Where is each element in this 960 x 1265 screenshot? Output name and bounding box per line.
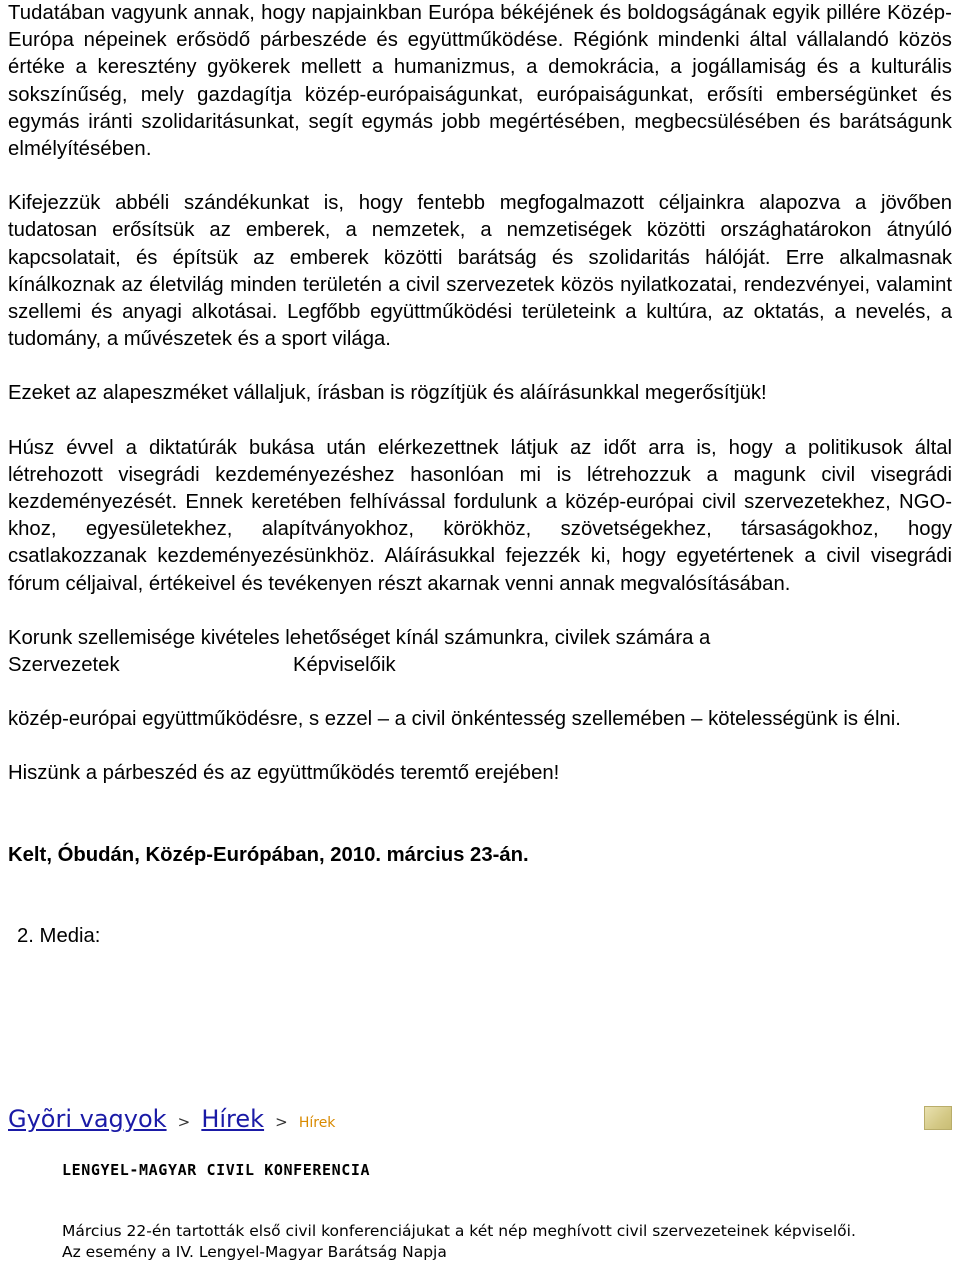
breadcrumb-separator: > <box>275 1113 288 1131</box>
paragraph-intent: Kifejezzük abbéli szándékunkat is, hogy fentebb megfogalmazott céljainkra alapozva a jövőben tudatosan erősítsük az emberek, a nemzetek, a nemzetiségek közötti országhatárokon átnyúló kapcsolatait, és építsük az emberek közötti barátság és szolidaritás hálóját. Erre alkalmasnak kínálkoznak az életvilág minden területén a civil szervezetek közös nyilatkozatai, rendezvényei, valamint szellemi és anyagi alkotásai. Legfőbb együttműködési területeink a kultúra, az oktatás, a nevelés, a tudomány, a művészetek és a sport világa. <box>8 192 952 351</box>
paragraph-belief: Hiszünk a párbeszéd és az együttműködés teremtő erejében! <box>8 762 560 785</box>
paragraph-identity: Tudatában vagyunk annak, hogy napjainkban Európa békéjének és boldogságának egyik pillére Közép-Európa népeinek erősödő párbeszéde és együttműködése. Régiónk mindenki által vállalandó közös értéke a keresztény gyökerek mellett a humanizmus, a demokrácia, a jogállamiság és a kulturális sokszínűség, mely gazdagítja közép-európaiságunkat, európaiságunkat, erősíti emberségünket és egymás iránti szolidaritásunkat, segít egymás jobb megértésében, megbecsülésében és barátságunk elmélyítésében. <box>8 2 952 161</box>
paragraph-commitment: Ezeket az alapeszméket vállaljuk, írásban is rögzítjük és aláírásunkkal megerősítjük! <box>8 382 767 405</box>
paragraph-opportunity: Korunk szellemisége kivételes lehetőséget kínál számunkra, civilek számára a <box>8 626 711 649</box>
article-title: LENGYEL-MAGYAR CIVIL KONFERENCIA <box>62 1161 371 1179</box>
article-text: Március 22-én tartották első civil konferenciájukat a két nép meghívott civil szervezeteinek képviselői. Az esemény a IV. Lengyel-Magyar Barátság Napja <box>62 1222 856 1261</box>
paragraph-cooperation: közép-európai együttműködésre, s ezzel – a civil önkéntesség szellemében – kötelességünk is élni. <box>8 708 901 731</box>
breadcrumb-current: Hírek <box>298 1115 336 1131</box>
breadcrumb-link-home[interactable]: Gyõri vagyok <box>8 1105 167 1133</box>
column-organizations: Szervezetek <box>8 654 120 677</box>
column-representatives: Képviselőik <box>293 654 396 677</box>
paragraph-initiative: Húsz évvel a diktatúrák bukása után elérkezettnek látjuk az időt arra is, hogy a politikusok által létrehozott visegrádi kezdeményezéshez hasonlóan mi is létrehozzuk a magunk civil visegrádi kezdeményezését. Ennek keretében felhívással fordulunk a közép-európai civil szervezetekhez, NGO-khoz, egyesületekhez, alapítványokhoz, körökhöz, szövetségekhez, társaságokhoz, hogy csatlakozzanak kezdeményezésünkhöz. Aláírásukkal fejezzék ki, hogy egyetértenek a civil visegrádi fórum céljaival, értékeivel és tevékenyen részt akarnak venni annak megvalósításában. <box>8 436 952 595</box>
signoff-date: Kelt, Óbudán, Közép-Európában, 2010. március 23-án. <box>8 843 529 866</box>
columns-row <box>8 652 952 679</box>
breadcrumb-separator: > <box>177 1113 191 1131</box>
document-body <box>8 0 952 950</box>
thumbnail-image <box>924 1106 952 1130</box>
media-heading: 2. Media: <box>17 924 101 947</box>
breadcrumb-link-news[interactable]: Hírek <box>201 1105 265 1133</box>
breadcrumb <box>8 1105 335 1133</box>
